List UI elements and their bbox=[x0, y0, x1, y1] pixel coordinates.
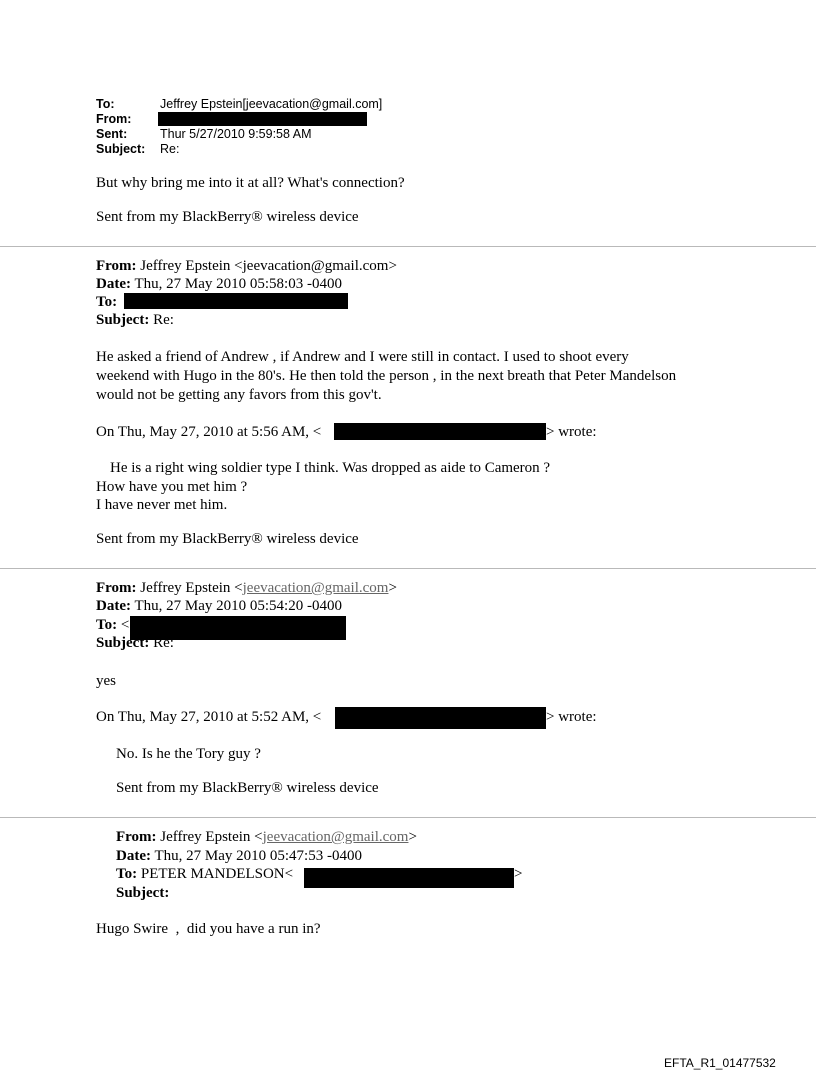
msg3-quote-body: No. Is he the Tory guy ? bbox=[116, 746, 261, 762]
msg2-signature: Sent from my BlackBerry® wireless device bbox=[96, 531, 359, 547]
redaction-box bbox=[335, 707, 546, 729]
msg3-date bbox=[96, 597, 342, 615]
msg2-from-value: Jeffrey Epstein <jeevacation@gmail.com> bbox=[136, 258, 397, 274]
msg2-body-line3: would not be getting any favors from this gov't. bbox=[96, 387, 382, 403]
msg3-quote-intro-prefix: On Thu, May 27, 2010 at 5:52 AM, < bbox=[96, 709, 322, 725]
msg4-from bbox=[116, 828, 417, 846]
msg4-from-email-link[interactable]: jeevacation@gmail.com bbox=[262, 829, 409, 845]
msg3-quote-intro-suffix: > wrote: bbox=[546, 709, 597, 725]
msg4-subject-label: Subject: bbox=[116, 885, 170, 901]
msg2-quote-line1: He is a right wing soldier type I think. Was dropped as aide to Cameron ? bbox=[110, 460, 551, 476]
msg2-subject bbox=[96, 311, 174, 329]
header-from-label: From: bbox=[96, 112, 132, 126]
msg4-date-value: Thu, 27 May 2010 05:47:53 -0400 bbox=[150, 848, 362, 864]
msg4-date bbox=[116, 847, 362, 865]
msg3-from-label: From: bbox=[96, 580, 137, 596]
msg2-subject-label: Subject: bbox=[96, 312, 150, 328]
msg2-to-label: To: bbox=[96, 294, 118, 310]
divider bbox=[0, 568, 816, 569]
msg3-subject-label: Subject: bbox=[96, 635, 150, 651]
msg4-from-prefix: Jeffrey Epstein < bbox=[156, 829, 263, 845]
msg2-quote-intro-suffix: > wrote: bbox=[546, 424, 597, 440]
msg4-to bbox=[116, 865, 293, 883]
msg3-body: yes bbox=[96, 673, 116, 689]
document-id: EFTA_R1_01477532 bbox=[664, 1056, 776, 1070]
msg4-from-label: From: bbox=[116, 829, 157, 845]
msg1-body: But why bring me into it at all? What's connection? bbox=[96, 175, 405, 191]
redaction-box bbox=[334, 423, 546, 440]
msg3-date-label: Date: bbox=[96, 598, 131, 614]
msg3-signature: Sent from my BlackBerry® wireless device bbox=[116, 780, 379, 796]
msg2-quote-line2: How have you met him ? bbox=[96, 479, 248, 495]
msg4-to-value: PETER MANDELSON< bbox=[137, 866, 294, 882]
msg3-to bbox=[96, 616, 129, 634]
header-to-value: Jeffrey Epstein[jeevacation@gmail.com] bbox=[160, 97, 383, 111]
msg2-body-line1: He asked a friend of Andrew , if Andrew and I were still in contact. I used to shoot every bbox=[96, 349, 629, 365]
divider bbox=[0, 817, 816, 818]
redaction-box bbox=[304, 868, 514, 888]
redaction-box bbox=[158, 112, 367, 126]
msg2-date-value: Thu, 27 May 2010 05:58:03 -0400 bbox=[130, 276, 342, 292]
divider bbox=[0, 246, 816, 247]
header-to-label: To: bbox=[96, 97, 115, 111]
msg2-quote-intro-prefix: On Thu, May 27, 2010 at 5:56 AM, < bbox=[96, 424, 322, 440]
msg3-subject-value: Re: bbox=[149, 635, 174, 651]
msg2-body-line2: weekend with Hugo in the 80's. He then told the person , in the next breath that Peter Mandelson bbox=[96, 368, 677, 384]
msg3-from-suffix: > bbox=[388, 580, 397, 596]
redaction-box bbox=[124, 293, 348, 309]
msg4-to-suffix: > bbox=[514, 866, 523, 882]
msg4-from-suffix: > bbox=[408, 829, 417, 845]
header-sent-value: Thur 5/27/2010 9:59:58 AM bbox=[160, 127, 312, 141]
msg2-date-label: Date: bbox=[96, 276, 131, 292]
msg2-from bbox=[96, 257, 397, 275]
msg2-quote-line3: I have never met him. bbox=[96, 497, 228, 513]
msg3-to-prefix: < bbox=[117, 617, 130, 633]
header-subject-label: Subject: bbox=[96, 142, 146, 156]
msg3-from-email-link[interactable]: jeevacation@gmail.com bbox=[242, 580, 389, 596]
header-sent-label: Sent: bbox=[96, 127, 128, 141]
msg3-to-label: To: bbox=[96, 617, 118, 633]
msg4-body: Hugo Swire , did you have a run in? bbox=[96, 921, 321, 937]
msg3-from bbox=[96, 579, 397, 597]
msg3-from-prefix: Jeffrey Epstein < bbox=[136, 580, 243, 596]
msg3-subject bbox=[96, 634, 174, 652]
msg2-subject-value: Re: bbox=[149, 312, 174, 328]
msg2-from-label: From: bbox=[96, 258, 137, 274]
msg1-signature: Sent from my BlackBerry® wireless device bbox=[96, 209, 359, 225]
msg2-date bbox=[96, 275, 342, 293]
msg4-to-label: To: bbox=[116, 866, 138, 882]
header-subject-value: Re: bbox=[160, 142, 180, 156]
msg4-date-label: Date: bbox=[116, 848, 151, 864]
msg3-date-value: Thu, 27 May 2010 05:54:20 -0400 bbox=[130, 598, 342, 614]
